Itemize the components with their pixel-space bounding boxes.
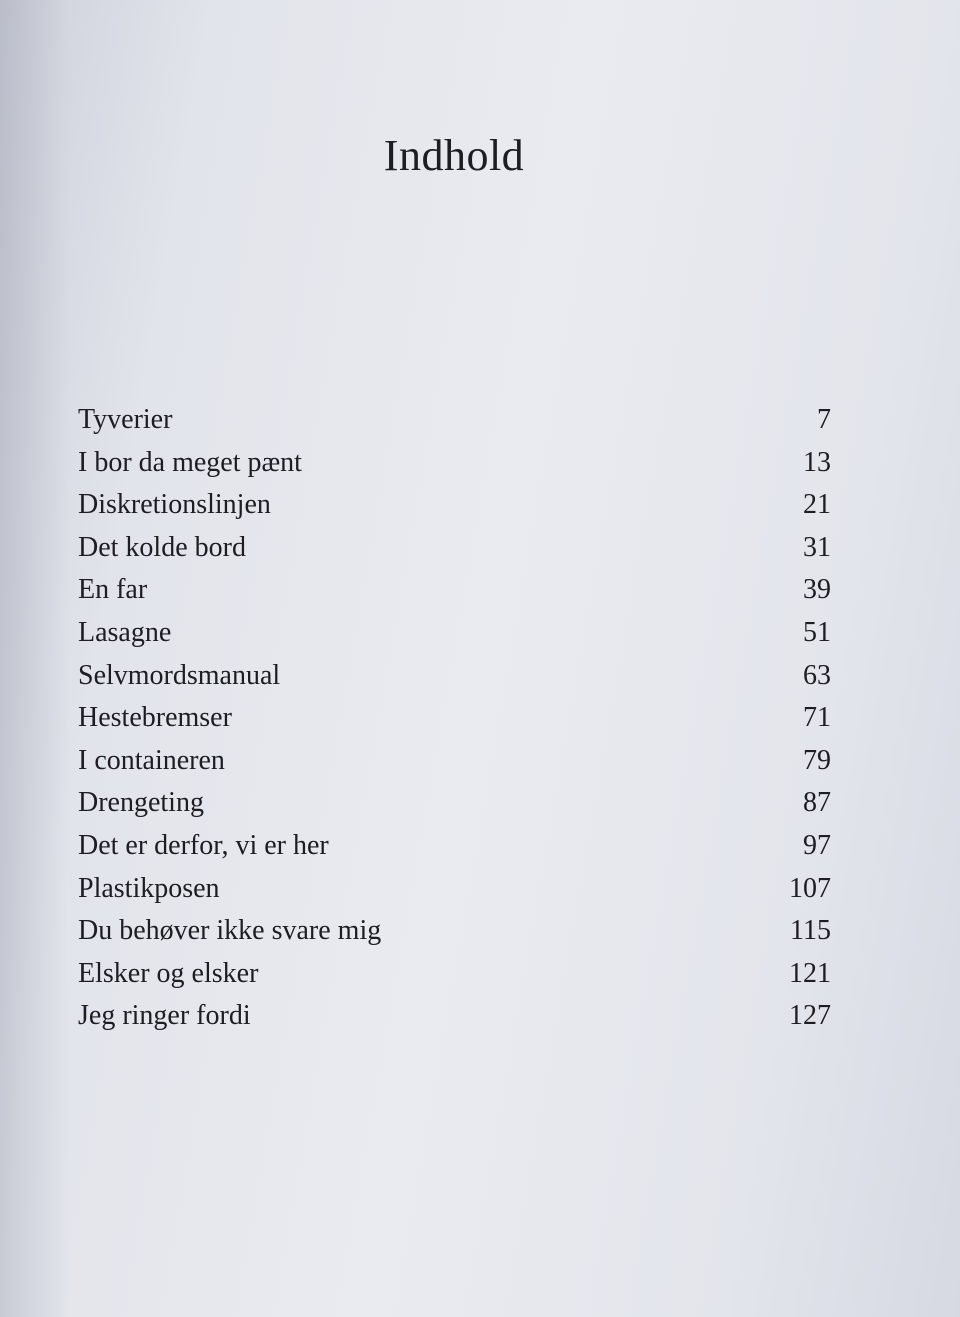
toc-entry-title: I bor da meget pænt [78, 446, 302, 478]
toc-entry-title: Plastikposen [78, 872, 220, 904]
toc-entry [78, 655, 831, 698]
toc-entry-title: En far [78, 574, 148, 606]
toc-entry-page-number: 51 [803, 616, 831, 648]
toc-entry-page-number: 115 [790, 915, 831, 947]
toc-entry [78, 697, 831, 740]
toc-entry [78, 484, 831, 527]
toc-entry-title: Diskretionslinjen [78, 489, 271, 521]
toc-entry [78, 910, 831, 953]
toc-entry-page-number: 97 [803, 829, 831, 861]
toc-entry-title: Det er derfor, vi er her [78, 829, 329, 861]
toc-entry-title: Det kolde bord [78, 531, 246, 563]
toc-entry [78, 995, 831, 1038]
toc-entry-title: Du behøver ikke svare mig [78, 915, 382, 947]
page-title: Indhold [383, 131, 525, 180]
toc-entry-page-number: 39 [803, 574, 831, 606]
toc-entry [78, 527, 831, 570]
toc-entry [78, 569, 831, 612]
toc-entry-title: Tyverier [78, 404, 173, 435]
toc-entry [78, 442, 831, 485]
toc-entry [78, 868, 831, 911]
toc-entry-title: Drengeting [78, 787, 204, 819]
toc-entry [78, 782, 831, 825]
table-of-contents [78, 399, 831, 1038]
toc-entry-page-number: 21 [803, 489, 831, 521]
toc-entry [78, 740, 831, 783]
toc-entry-title: Lasagne [78, 616, 172, 648]
toc-entry [78, 612, 831, 655]
toc-entry-page-number: 127 [789, 1000, 831, 1032]
toc-entry-title: Hestebremser [78, 702, 232, 734]
toc-entry-page-number: 121 [789, 957, 831, 989]
toc-entry-page-number: 7 [817, 404, 831, 435]
toc-entry-page-number: 87 [803, 787, 831, 819]
toc-entry-page-number: 31 [803, 531, 831, 563]
toc-entry-page-number: 13 [803, 446, 831, 478]
toc-entry-page-number: 63 [803, 659, 831, 691]
toc-entry-page-number: 71 [803, 702, 831, 734]
toc-entry [78, 399, 831, 442]
toc-entry-title: Elsker og elsker [78, 957, 259, 989]
toc-entry-title: Selvmordsmanual [78, 659, 281, 691]
toc-entry-page-number: 79 [803, 744, 831, 776]
toc-entry [78, 953, 831, 996]
toc-entry [78, 825, 831, 868]
toc-entry-title: I containeren [78, 744, 225, 776]
toc-entry-page-number: 107 [789, 872, 831, 904]
toc-entry-title: Jeg ringer fordi [78, 1000, 251, 1032]
